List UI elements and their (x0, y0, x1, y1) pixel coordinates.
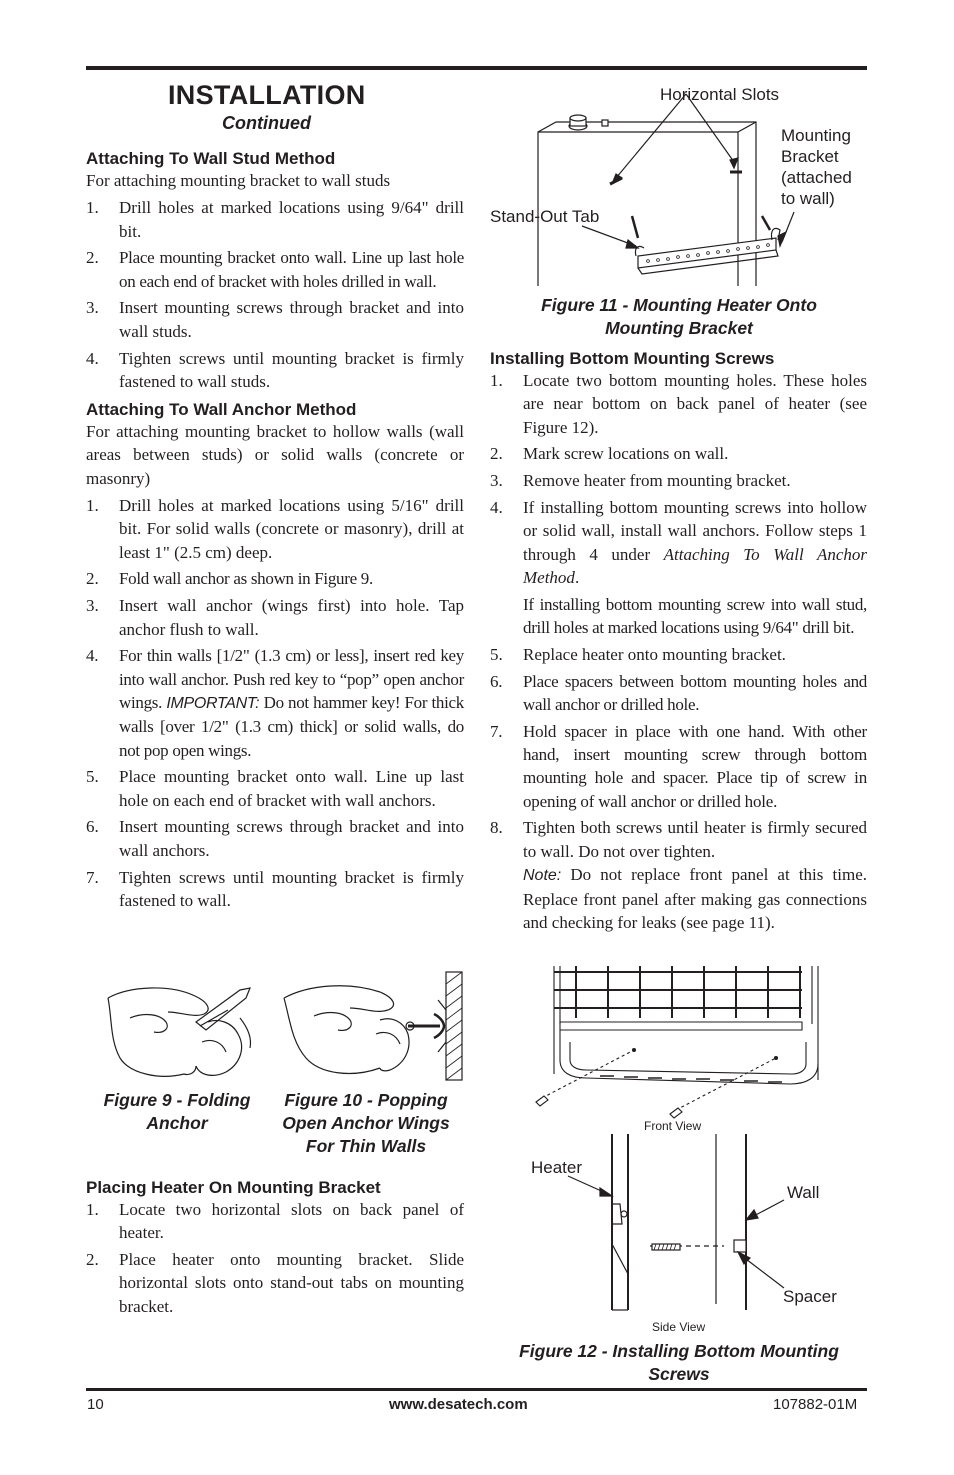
top-rule (86, 66, 867, 70)
page-subtitle: Continued (222, 113, 311, 133)
label-heater: Heater (531, 1158, 583, 1177)
section-intro-stud: For attaching mounting bracket to wall studs (86, 171, 391, 190)
stud-steps-list (86, 196, 464, 393)
section-heading-anchor: Attaching To Wall Anchor Method (86, 400, 357, 420)
list-item: 1. Locate two bottom mounting holes. These holes are near bottom on back panel of heater (see Figure 12). (490, 371, 867, 437)
list-item: 5. Replace heater onto mounting bracket. (490, 644, 786, 664)
section-heading-placing: Placing Heater On Mounting Bracket (86, 1178, 381, 1197)
placing-steps-list (86, 1198, 464, 1318)
bottom-rule (86, 1388, 867, 1391)
list-item: 5. Place mounting bracket onto wall. Line up last hole on each end of bracket with wall anchors. (86, 767, 464, 810)
label-side-view: Side View (652, 1320, 706, 1334)
figure-12-caption: Figure 12 - Installing Bottom Mounting Screws (519, 1341, 839, 1384)
bottom-steps-list (490, 369, 867, 589)
label-front-view: Front View (644, 1119, 702, 1133)
document-code: 107882-01M (773, 1396, 858, 1413)
section-heading-stud: Attaching To Wall Stud Method (86, 149, 336, 168)
figure-10-caption: Figure 10 - Popping Open Anchor Wings For Thin Walls (282, 1090, 450, 1156)
placing-section (86, 1177, 464, 1321)
list-item: 2. Fold wall anchor as shown in Figure 9. (86, 569, 373, 589)
figure-11-caption: Figure 11 - Mounting Heater Onto Mounting Bracket (541, 295, 817, 338)
list-item: 8. Tighten both screws until heater is firmly secured to wall. Do not over tighten. (490, 818, 867, 861)
note-paragraph: Note: Do not replace front panel at this time. Replace front panel after making gas connections and checking for leaks (see page 11). (523, 865, 867, 933)
list-item: 4. If installing bottom mounting screws into hollow or solid wall, install wall anchors. Follow steps 1 through 4 under Attaching To Wall Anchor Method. (490, 497, 867, 587)
left-column-top (86, 148, 464, 916)
list-item: 6. Place spacers between bottom mounting holes and wall anchor or drilled hole. (490, 671, 867, 714)
anchor-steps-list (86, 494, 464, 912)
label-horizontal-slots: Horizontal Slots (660, 85, 780, 104)
label-wall: Wall (787, 1183, 820, 1202)
list-item: 6. Insert mounting screws through bracket and into wall anchors. (86, 817, 464, 860)
list-item: 2. Place heater onto mounting bracket. Slide horizontal slots onto stand-out tabs on mounting bracket. (86, 1250, 464, 1316)
list-item: 3. Insert wall anchor (wings first) into hole. Tap anchor flush to wall. (86, 596, 464, 639)
right-column-text (490, 348, 867, 938)
page-title: INSTALLATION (168, 80, 366, 110)
page-number: 10 (87, 1396, 104, 1413)
figure-12-side-view (560, 1134, 820, 1314)
section-heading-bottom: Installing Bottom Mounting Screws (490, 349, 775, 368)
figure-9-folding-anchor (100, 978, 260, 1082)
section-intro-anchor: For attaching mounting bracket to hollow walls (wall areas between studs) or solid walls (concrete or masonry) (86, 422, 464, 488)
website-link[interactable]: www.desatech.com (389, 1396, 528, 1413)
label-stand-out-tab: Stand-Out Tab (490, 207, 600, 226)
note-label: Note: (523, 867, 562, 885)
cross-reference: Attaching To Wall Anchor Method (523, 544, 867, 587)
important-label: IMPORTANT: (166, 694, 260, 712)
list-item: 2. Place mounting bracket onto wall. Line up last hole on each end of bracket with holes drilled in wall. (86, 248, 464, 291)
list-item: 1. Drill holes at marked locations using 5/16" drill bit. For solid walls (concrete or masonry), drill at least 1" (2.5 cm) deep. (86, 496, 464, 562)
list-item: 1. Drill holes at marked locations using 9/64" drill bit. (86, 198, 464, 241)
list-item: 1. Locate two horizontal slots on back panel of heater. (86, 1200, 464, 1243)
list-item: 7. Hold spacer in place with one hand. With other hand, insert mounting screw through bottom mounting hole and spacer. Place tip of screw in opening of wall anchor or drilled hole. (490, 721, 867, 811)
list-item: 3. Insert mounting screws through bracket and into wall studs. (86, 298, 464, 341)
list-item: 4. For thin walls [1/2" (1.3 cm) or less], insert red key into wall anchor. Push red key to “pop” open anchor wings. IMPORTANT: Do not hammer key! For thick walls [over 1/2" (1.3 cm) thick] or solid walls, do not pop open wings. (86, 646, 464, 760)
figure-12-front-view (530, 964, 830, 1124)
label-mounting-bracket: Mounting Bracket (attached to wall) (781, 126, 852, 208)
list-item: 4. Tighten screws until mounting bracket is firmly fastened to wall studs. (86, 348, 464, 391)
label-spacer: Spacer (783, 1287, 837, 1306)
bottom-steps-list-continued (490, 643, 867, 863)
figure-10-popping-anchor (280, 970, 464, 1082)
list-item: 2. Mark screw locations on wall. (490, 444, 729, 464)
figure-9-caption: Figure 9 - Folding Anchor (103, 1090, 251, 1133)
list-item: 7. Tighten screws until mounting bracket is firmly fastened to wall. (86, 867, 464, 910)
step-4-extra: If installing bottom mounting screw into wall stud, drill holes at marked locations using 9/64" drill bit. (523, 594, 867, 637)
list-item: 3. Remove heater from mounting bracket. (490, 471, 791, 491)
